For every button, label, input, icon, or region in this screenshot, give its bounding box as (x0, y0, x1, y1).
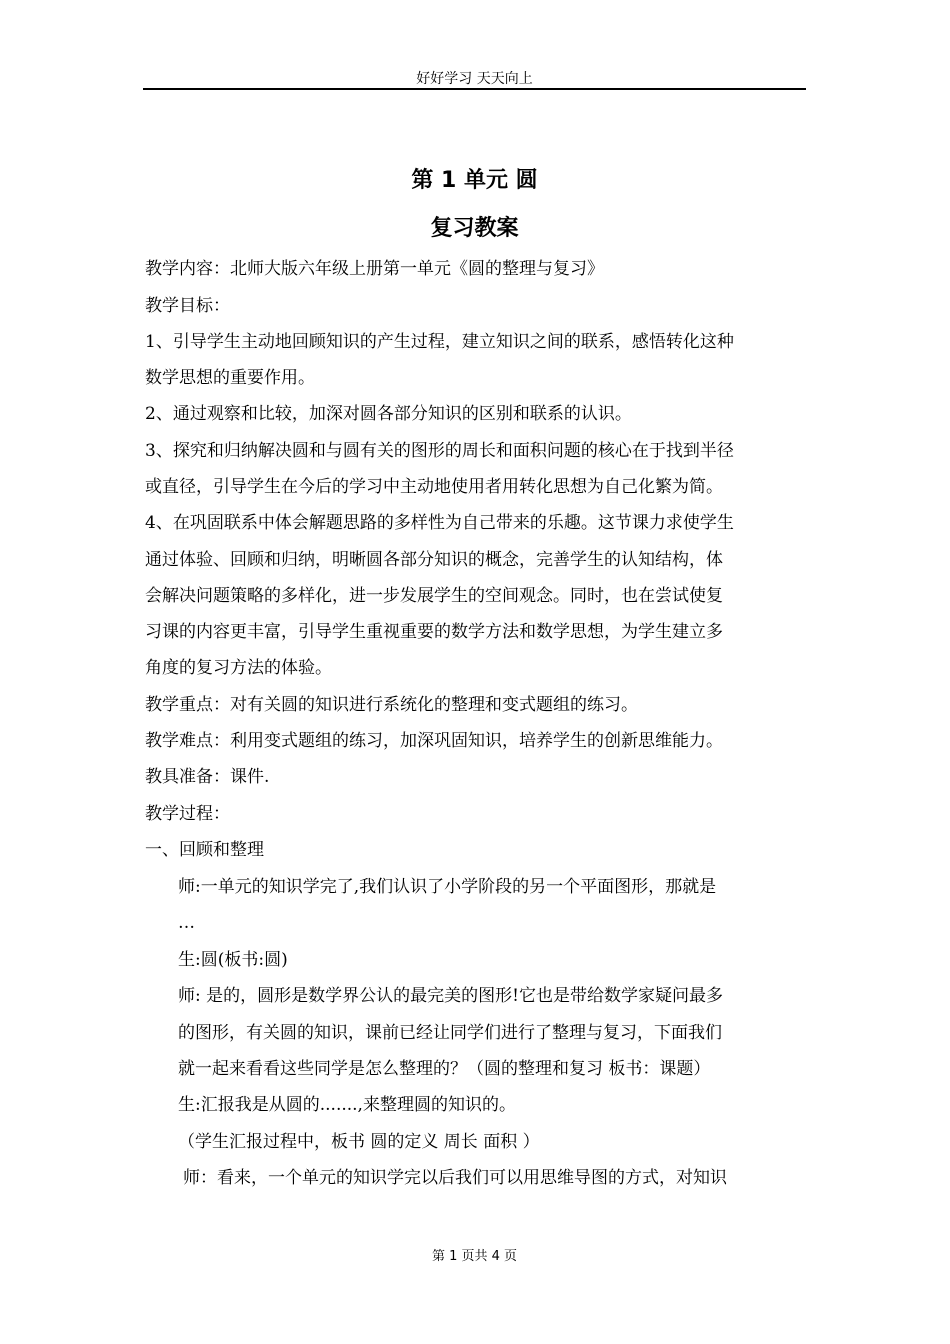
text-line: 数学思想的重要作用。 (145, 368, 315, 388)
lesson-title: 复习教案 (430, 216, 519, 241)
text-line: 2、通过观察和比较，加深对圆各部分知识的区别和联系的认识。 (145, 404, 632, 424)
page-header: 好好学习 天天向上 (416, 71, 533, 87)
section-heading: 一、回顾和整理 (145, 840, 264, 860)
text-line: 或直径，引导学生在今后的学习中主动地使用者用转化思想为自己化繁为简。 (145, 477, 723, 497)
text-line: 角度的复习方法的体验。 (145, 658, 332, 678)
text-line: （学生汇报过程中，板书 圆的定义 周长 面积 ） (178, 1132, 540, 1152)
text-line: 师：看来，一个单元的知识学完以后我们可以用思维导图的方式，对知识 (183, 1168, 727, 1188)
text-line: 1、引导学生主动地回顾知识的产生过程，建立知识之间的联系，感悟转化这种 (145, 332, 734, 352)
text-line: 通过体验、回顾和归纳，明晰圆各部分知识的概念，完善学生的认知结构，体 (145, 550, 723, 570)
unit-title: 第 1 单元 圆 (411, 168, 538, 193)
text-line: 教学过程： (145, 804, 230, 824)
text-line: … (178, 913, 195, 933)
text-line: 会解决问题策略的多样化，进一步发展学生的空间观念。同时，也在尝试使复 (145, 586, 723, 606)
text-line: 生:汇报我是从圆的.......,来整理圆的知识的。 (178, 1095, 516, 1115)
text-line: 教学难点：利用变式题组的练习，加深巩固知识，培养学生的创新思维能力。 (145, 731, 723, 751)
text-line: 生:圆(板书:圆) (178, 950, 288, 970)
page-footer: 第 1 页共 4 页 (431, 1249, 518, 1264)
text-line: 师:一单元的知识学完了,我们认识了小学阶段的另一个平面图形，那就是 (178, 877, 717, 897)
text-line: 就一起来看看这些同学是怎么整理的？（圆的整理和复习 板书：课题） (178, 1059, 711, 1079)
text-line: 3、探究和归纳解决圆和与圆有关的图形的周长和面积问题的核心在于找到半径 (145, 441, 734, 461)
text-line: 4、在巩固联系中体会解题思路的多样性为自己带来的乐趣。这节课力求使学生 (145, 513, 734, 533)
text-line: 教学重点：对有关圆的知识进行系统化的整理和变式题组的练习。 (145, 695, 638, 715)
text-line: 教学内容：北师大版六年级上册第一单元《圆的整理与复习》 (145, 259, 604, 279)
text-line: 习课的内容更丰富，引导学生重视重要的数学方法和数学思想，为学生建立多 (145, 622, 723, 642)
text-line: 教具准备：课件. (145, 767, 270, 787)
text-line: 师: 是的，圆形是数学界公认的最完美的图形!它也是带给数学家疑问最多 (178, 986, 723, 1006)
text-line: 教学目标： (145, 296, 230, 316)
text-line: 的图形，有关圆的知识，课前已经让同学们进行了整理与复习，下面我们 (178, 1023, 722, 1043)
header-rule (143, 88, 806, 90)
